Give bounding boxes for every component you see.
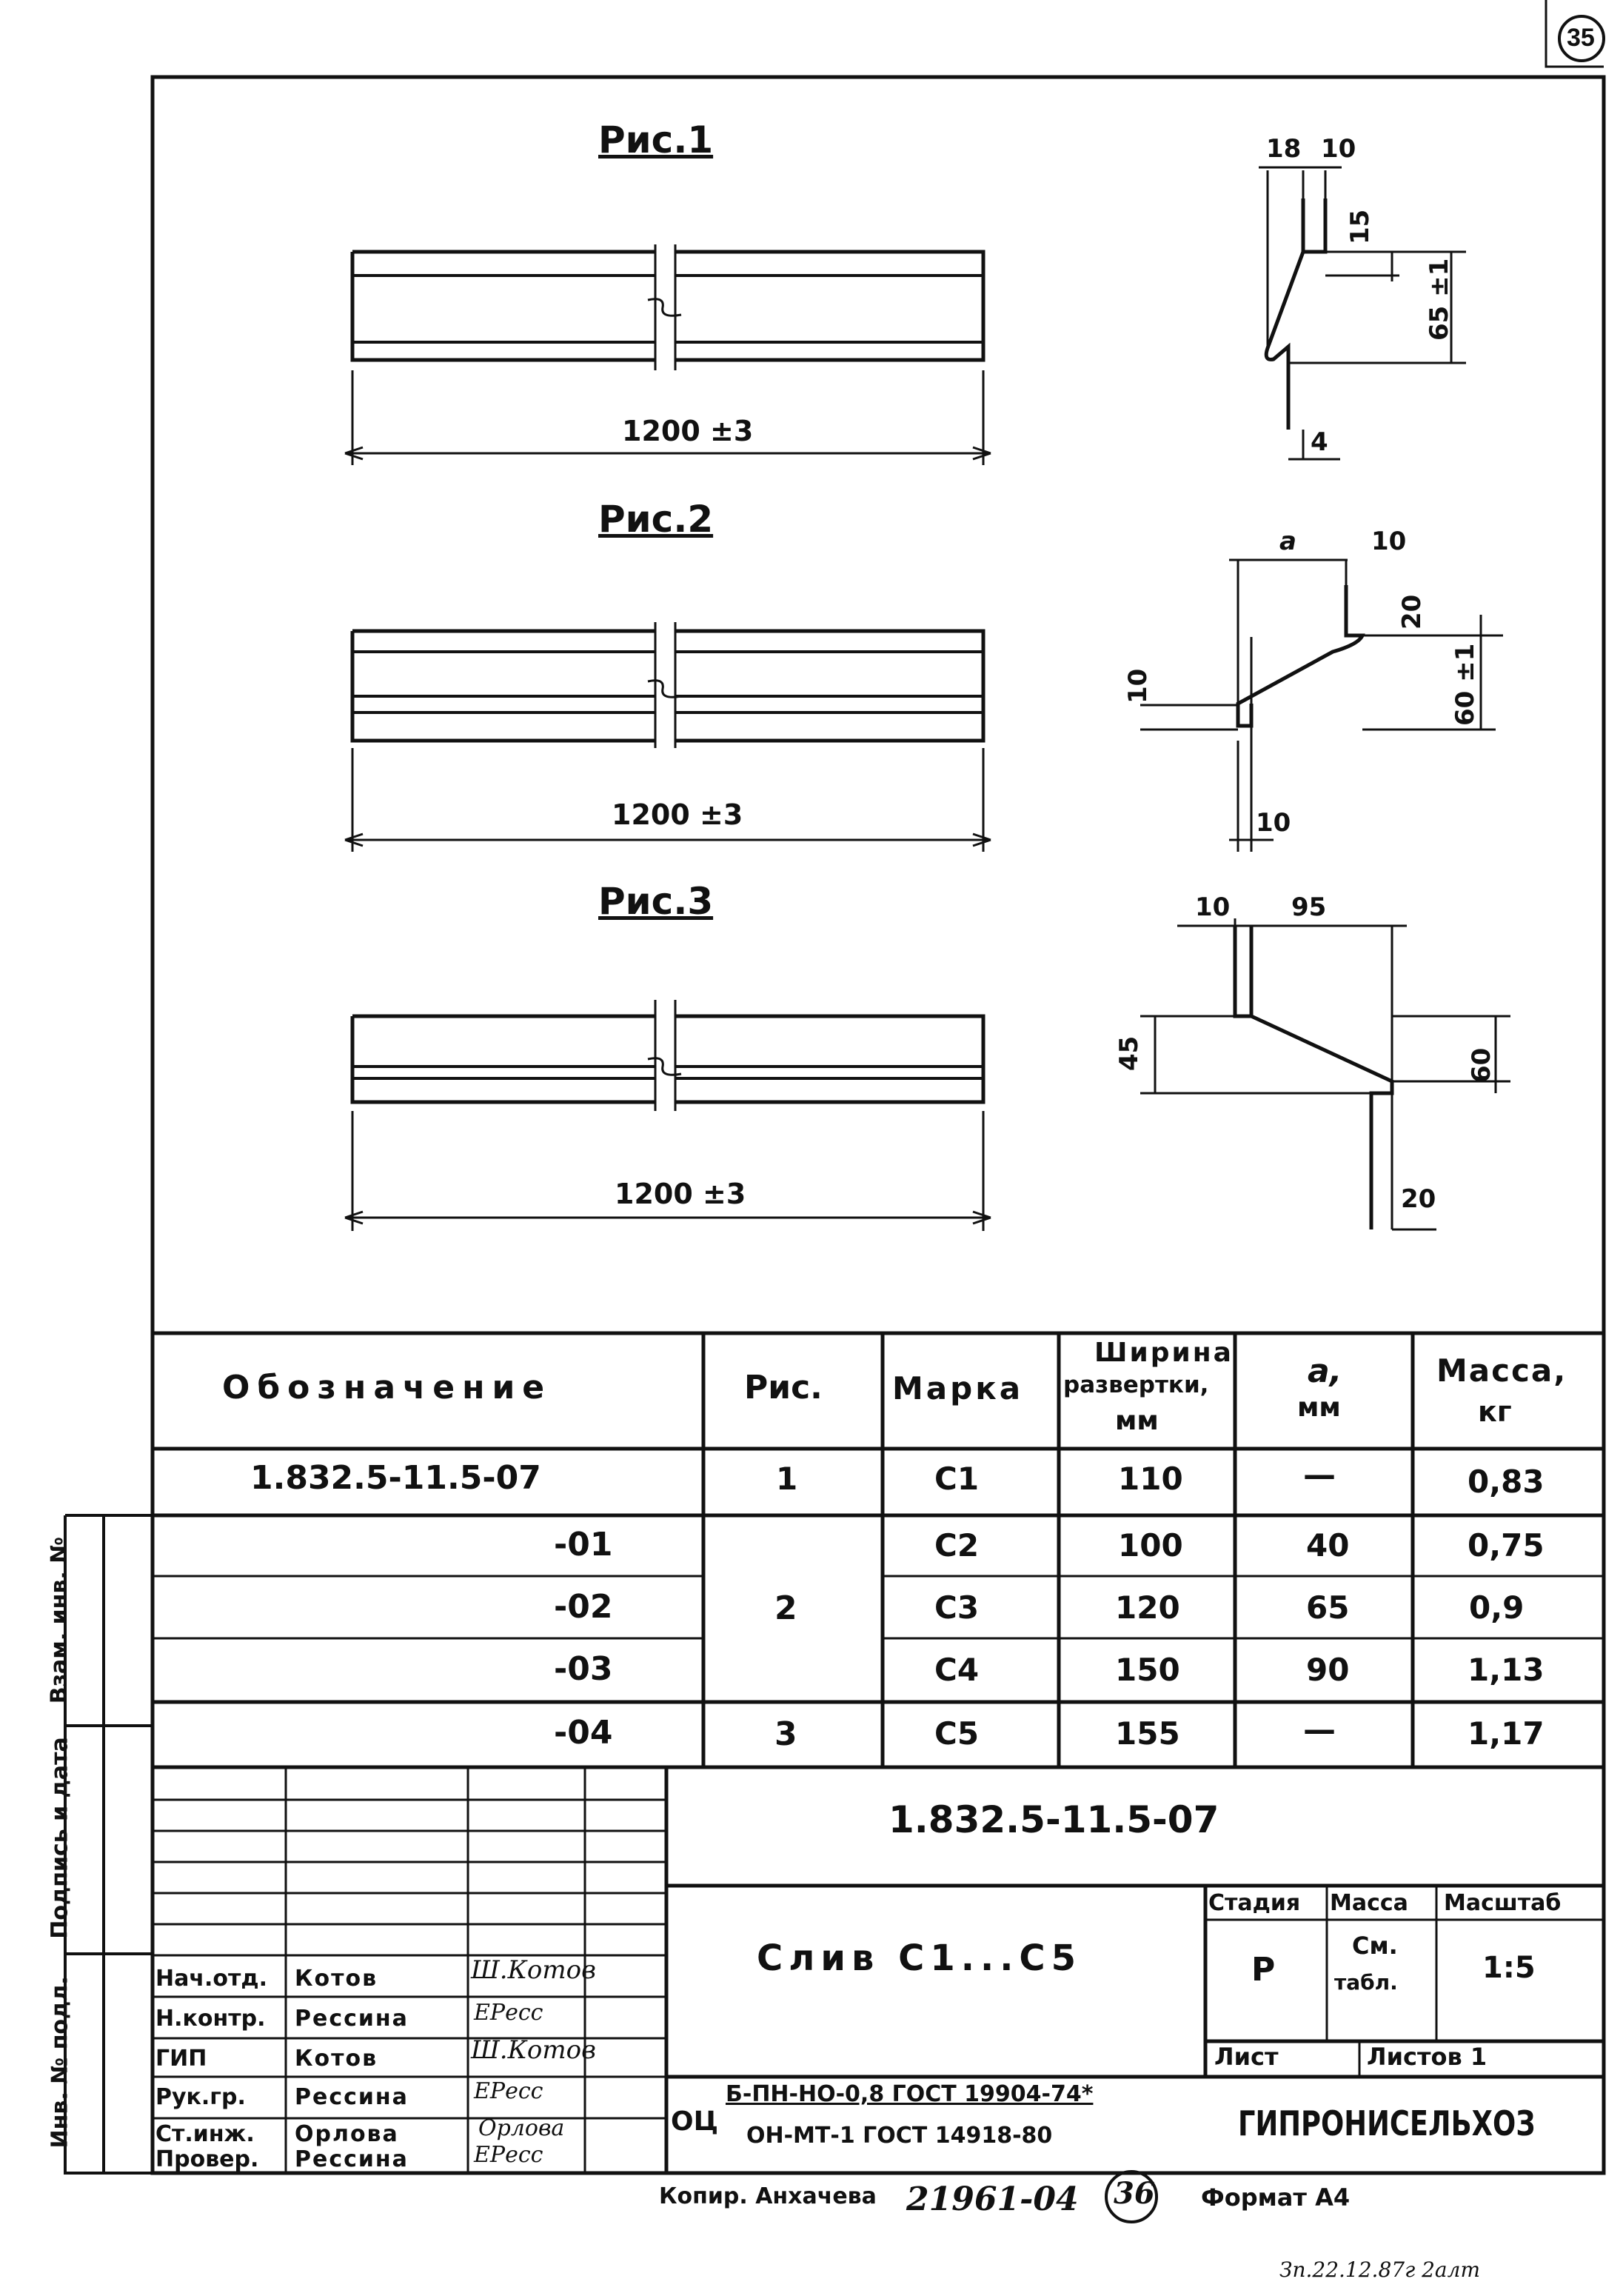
row0-designation: 1.832.5-11.5-07 (250, 1459, 541, 1497)
row4-mark: С5 (934, 1715, 980, 1752)
row4-width: 155 (1115, 1715, 1180, 1752)
staff-signature-5: ЕРесс (474, 2142, 543, 2168)
row0-a: — (1303, 1456, 1336, 1494)
fig1-length-dim: 1200 ±3 (622, 415, 754, 447)
footer-handwriting: Зп.22.12.87г 2алт (1279, 2257, 1481, 2282)
staff-name-5: Рессина (295, 2146, 409, 2172)
row0-mass: 0,83 (1468, 1464, 1545, 1500)
header-width-1: Ширина (1094, 1338, 1234, 1368)
fig3-dim-60: 60 (1467, 1047, 1496, 1083)
scale-value: 1:5 (1482, 1951, 1536, 1985)
material-top: Б-ПН-НО-0,8 ГОСТ 19904-74* (726, 2081, 1094, 2107)
footer-inv: 21961-04 (906, 2180, 1079, 2218)
fig1-dim-65: 65 ±1 (1425, 258, 1454, 341)
staff-signature-2: Ш.Котов (471, 2035, 596, 2065)
row2-a: 65 (1306, 1589, 1350, 1626)
header-mass-1: Масса, (1436, 1352, 1567, 1389)
material-bottom: ОН-МТ-1 ГОСТ 14918-80 (746, 2123, 1053, 2149)
mass-value-1: См. (1352, 1932, 1398, 1960)
fig1-dim-18: 18 (1266, 134, 1302, 164)
staff-signature-4: Орлова (478, 2115, 565, 2141)
footer-copy: Копир. Анхачева (659, 2183, 877, 2209)
staff-role-4: Ст.инж. (155, 2121, 255, 2147)
row4-designation: -04 (554, 1714, 613, 1752)
staff-role-3: Рук.гр. (155, 2084, 246, 2110)
fig3-dim-45: 45 (1114, 1035, 1144, 1071)
row3-mass: 1,13 (1468, 1652, 1545, 1688)
fig1-title: Рис.1 (598, 119, 714, 161)
fig3-dim-20: 20 (1401, 1184, 1436, 1214)
sheet-label: Лист (1214, 2043, 1279, 2071)
row1-mass: 0,75 (1468, 1527, 1545, 1564)
side-stamp-inv: Инв. № подл. (47, 1976, 73, 2149)
header-width-3: мм (1115, 1406, 1159, 1436)
header-a-2: мм (1297, 1392, 1341, 1423)
rows-fig2-merged: 2 (774, 1589, 797, 1627)
fig1-dim-15: 15 (1345, 209, 1375, 244)
staff-signature-1: ЕРесс (474, 2000, 543, 2026)
scale-label: Масштаб (1444, 1890, 1562, 1916)
row1-designation: -01 (554, 1526, 613, 1564)
fig2-title: Рис.2 (598, 498, 714, 541)
row4-a: — (1303, 1711, 1336, 1749)
mass-value-2: табл. (1334, 1970, 1398, 1995)
staff-signature-3: ЕРесс (474, 2078, 543, 2104)
material-prefix: ОЦ (671, 2106, 719, 2137)
row2-width: 120 (1115, 1589, 1180, 1626)
row0-width: 110 (1118, 1461, 1183, 1497)
staff-name-4: Орлова (295, 2121, 399, 2147)
staff-role-5: Провер. (155, 2146, 259, 2172)
row2-mass: 0,9 (1469, 1589, 1525, 1626)
header-mass-2: кг (1478, 1395, 1512, 1428)
staff-name-3: Рессина (295, 2084, 409, 2110)
mass-label: Масса (1330, 1890, 1408, 1916)
row1-a: 40 (1306, 1527, 1350, 1564)
fig2-dim-10b: 10 (1123, 668, 1153, 704)
side-stamp-replace: Взам. инв. № (46, 1536, 73, 1704)
stage-value: Р (1251, 1951, 1276, 1989)
staff-role-1: Н.контр. (155, 2006, 266, 2032)
staff-name-1: Рессина (295, 2006, 409, 2032)
fig3-dim-10: 10 (1195, 892, 1231, 922)
row1-mark: С2 (934, 1527, 980, 1564)
row3-a: 90 (1306, 1652, 1350, 1688)
row0-fig: 1 (776, 1461, 798, 1497)
fig2-length-dim: 1200 ±3 (612, 798, 743, 831)
staff-signature-0: Ш.Котов (471, 1955, 596, 1985)
side-stamp-signature: Подпись и дата (47, 1737, 73, 1939)
row2-mark: С3 (934, 1589, 980, 1626)
row0-mark: С1 (934, 1461, 980, 1497)
row3-width: 150 (1115, 1652, 1180, 1688)
organization: ГИПРОНИСЕЛЬХОЗ (1238, 2103, 1536, 2143)
footer-page-number: 36 (1114, 2176, 1155, 2211)
fig1-dim-4: 4 (1311, 427, 1328, 457)
fig3-title: Рис.3 (598, 880, 714, 923)
row3-designation: -03 (554, 1650, 613, 1688)
fig1-dim-10: 10 (1321, 134, 1356, 164)
header-designation: Обозначение (222, 1369, 552, 1406)
header-a-1: a, (1308, 1352, 1342, 1390)
fig2-dim-a: a (1279, 527, 1296, 556)
header-fig: Рис. (744, 1369, 823, 1406)
row4-fig: 3 (774, 1715, 797, 1753)
header-mark: Марка (892, 1370, 1024, 1406)
stage-label: Стадия (1208, 1890, 1301, 1916)
row1-width: 100 (1118, 1527, 1183, 1564)
row3-mark: С4 (934, 1652, 980, 1688)
sheet-number: 35 (1567, 24, 1595, 52)
drawing-title: Слив С1...С5 (757, 1938, 1082, 1979)
fig2-dim-10: 10 (1371, 527, 1407, 556)
sheets-label: Листов 1 (1367, 2043, 1488, 2071)
row4-mass: 1,17 (1468, 1715, 1545, 1752)
fig3-length-dim: 1200 ±3 (615, 1178, 746, 1210)
fig2-dim-10c: 10 (1256, 808, 1291, 838)
fig2-dim-60: 60 ±1 (1450, 643, 1480, 726)
staff-name-0: Котов (295, 1966, 378, 1992)
staff-name-2: Котов (295, 2046, 378, 2072)
fig2-dim-20: 20 (1397, 594, 1427, 630)
row2-designation: -02 (554, 1588, 613, 1626)
staff-role-0: Нач.отд. (155, 1966, 267, 1992)
header-width-2: развертки, (1063, 1372, 1209, 1398)
staff-role-2: ГИП (155, 2046, 207, 2072)
doc-code: 1.832.5-11.5-07 (889, 1798, 1219, 1841)
footer-format: Формат А4 (1201, 2183, 1351, 2212)
fig3-dim-95: 95 (1291, 892, 1327, 922)
